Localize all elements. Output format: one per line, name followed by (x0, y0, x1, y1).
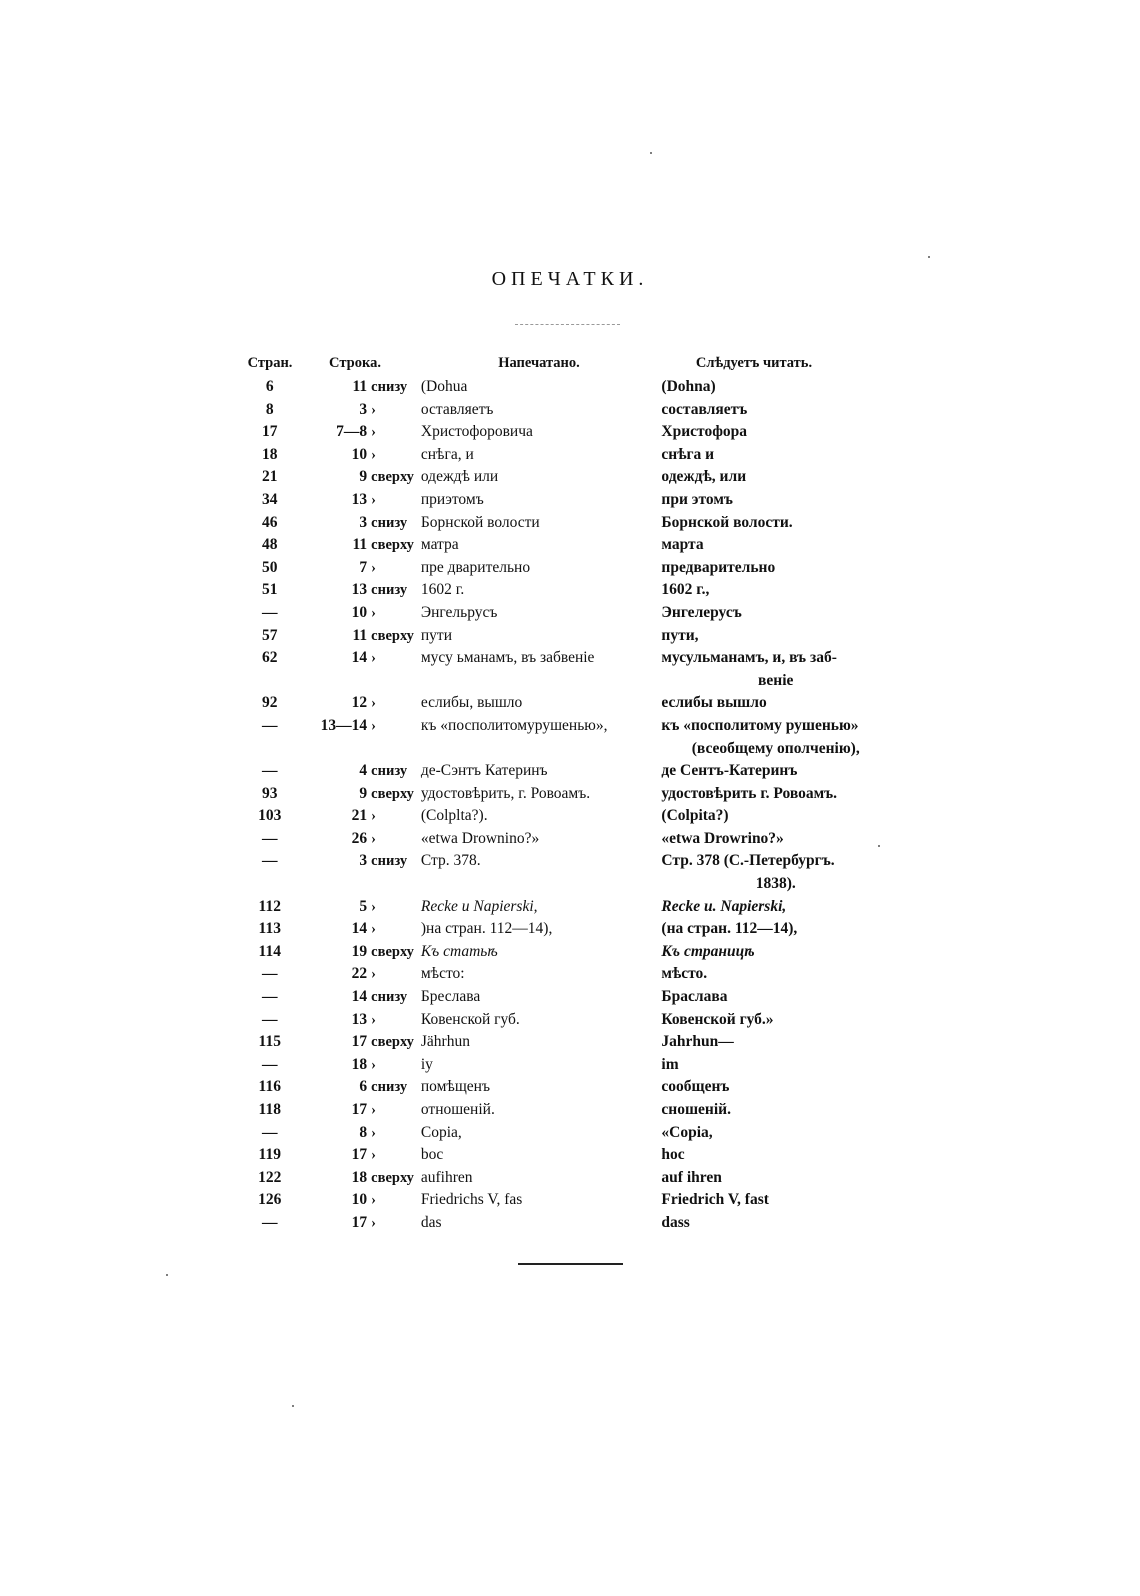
row-page: 118 (258, 1101, 281, 1118)
row-direction: › (371, 966, 377, 983)
speck (928, 256, 930, 258)
row-printed: къ «посполитомурушенью», (420, 716, 608, 734)
row-direction (371, 738, 421, 761)
closing-rule (518, 1263, 623, 1265)
row-page: — (262, 1055, 278, 1073)
speck (650, 152, 652, 154)
row-correct: Ковенской губ.» (661, 1010, 774, 1028)
row-correct: пути, (661, 626, 699, 644)
row-line: 10 (351, 1191, 368, 1209)
row-correct: im (661, 1055, 679, 1073)
errata-row (230, 489, 890, 512)
errata-header-row (230, 352, 890, 376)
row-correct: снѣга и (661, 445, 715, 463)
errata-row (230, 1009, 890, 1032)
row-page: 50 (262, 558, 278, 576)
errata-row (230, 534, 890, 557)
errata-row (230, 1122, 890, 1145)
row-printed: Къ статьѣ (420, 942, 498, 960)
row-direction: › (371, 446, 377, 463)
row-line: 11 (352, 378, 368, 395)
row-page: — (262, 988, 278, 1006)
row-correct: мѣсто. (661, 965, 708, 983)
row-page: 46 (262, 513, 278, 531)
row-page: 119 (258, 1146, 281, 1164)
row-correct: «etwa Drowrino?» (661, 829, 784, 847)
row-direction: сверху (371, 785, 414, 802)
row-printed: одеждѣ или (420, 468, 499, 486)
errata-row (230, 941, 890, 964)
row-correct: Jahrhun— (661, 1033, 734, 1051)
row-line: 13 (351, 581, 368, 599)
row-page: — (262, 829, 278, 847)
row-correct: 1838). (755, 875, 796, 893)
row-line (310, 738, 372, 761)
row-printed: еслибы, вышло (420, 694, 523, 712)
row-printed: (Dohua (420, 378, 468, 395)
row-line: 9 (359, 784, 368, 802)
row-direction: › (371, 491, 377, 508)
row-direction: › (371, 1147, 377, 1164)
row-page: 126 (258, 1191, 282, 1209)
row-page: 17 (262, 423, 278, 441)
row-printed: пре дварительно (420, 558, 531, 576)
row-printed: Бреслава (420, 988, 481, 1006)
page-title: ОПЕЧАТКИ. (491, 268, 649, 290)
row-direction: сверху (371, 469, 414, 486)
row-direction: › (371, 830, 377, 847)
row-page: 113 (258, 920, 281, 938)
errata-row (230, 1031, 890, 1054)
row-direction: снизу (371, 379, 408, 395)
row-page: — (262, 1010, 278, 1028)
row-correct: Къ страницѣ (661, 942, 755, 960)
row-correct: Энгелерусъ (661, 603, 742, 621)
row-correct: 1602 г., (661, 581, 710, 599)
errata-row (230, 670, 890, 693)
row-printed: мѣсто: (420, 965, 465, 983)
row-line: 13 (351, 490, 368, 508)
row-correct: Браслава (661, 988, 728, 1006)
row-page: 112 (258, 897, 281, 915)
errata-row (230, 828, 890, 851)
errata-row (230, 579, 890, 602)
row-direction: › (371, 650, 377, 667)
row-correct: «Copia, (661, 1123, 713, 1141)
row-printed: Стр. 378. (420, 852, 481, 870)
row-printed (421, 738, 662, 761)
errata-row (230, 783, 890, 806)
row-printed: мусу ьманамъ, въ забвеніе (420, 649, 595, 667)
errata-row (230, 692, 890, 715)
row-line: 17 (351, 1213, 368, 1231)
row-line: 3 (359, 513, 368, 531)
errata-row (230, 1144, 890, 1167)
row-direction (371, 670, 421, 693)
row-correct: сношеній. (661, 1101, 731, 1118)
row-page: 62 (262, 649, 278, 667)
errata-row (230, 1189, 890, 1212)
header-page: Стран. (247, 355, 293, 371)
header-line: Строка. (329, 355, 381, 371)
row-direction: снизу (371, 514, 408, 531)
row-printed: Христофоровича (420, 423, 533, 441)
row-correct: къ «посполитому рушенью» (661, 716, 859, 734)
row-line: 11 (352, 536, 368, 554)
row-line (310, 873, 372, 896)
row-printed: boc (420, 1146, 444, 1164)
row-direction: снизу (371, 1079, 408, 1096)
errata-row (230, 512, 890, 535)
row-printed (421, 670, 662, 693)
row-direction: › (371, 559, 377, 576)
row-line: 17 (351, 1033, 368, 1051)
row-direction: › (371, 1102, 377, 1118)
row-printed: снѣга, и (420, 445, 474, 463)
row-printed: (Colplta?). (420, 807, 488, 825)
errata-row (230, 1099, 890, 1122)
row-correct: марта (661, 536, 704, 554)
row-line: 21 (351, 807, 368, 825)
row-printed: Борнской волости (420, 513, 540, 531)
row-correct: (на стран. 112—14), (661, 920, 798, 938)
row-direction: › (371, 1056, 377, 1073)
row-printed: Recke u Napierski, (420, 897, 538, 915)
errata-row (230, 986, 890, 1009)
row-direction: сверху (371, 627, 414, 644)
errata-row (230, 963, 890, 986)
row-correct: мусульманамъ, и, въ заб- (661, 649, 837, 667)
row-correct: де Сентъ-Катеринъ (661, 762, 798, 780)
row-line: 9 (359, 468, 368, 486)
row-page: 51 (262, 581, 278, 599)
row-printed (421, 873, 662, 896)
errata-row (230, 376, 890, 399)
row-page: 93 (262, 784, 278, 802)
row-direction: › (371, 424, 377, 441)
row-direction: сверху (371, 537, 414, 554)
row-page (230, 738, 310, 761)
row-correct: составляетъ (661, 400, 748, 418)
row-correct: (Colpita?) (661, 807, 729, 825)
row-page: 34 (262, 490, 278, 508)
row-line: 10 (351, 603, 368, 621)
row-printed: отношеній. (420, 1101, 495, 1118)
row-page: — (262, 965, 278, 983)
errata-row (230, 647, 890, 670)
errata-row (230, 1054, 890, 1077)
row-direction: снизу (371, 582, 408, 599)
row-direction: › (371, 1124, 377, 1141)
row-printed: удостовѣрить, г. Ровоамъ. (420, 784, 591, 802)
errata-row (230, 1167, 890, 1190)
row-printed: 1602 г. (420, 581, 465, 599)
row-correct: при этомъ (661, 490, 733, 508)
errata-table (230, 352, 890, 1235)
row-correct: веніе (758, 671, 794, 689)
errata-row (230, 738, 890, 761)
row-direction: снизу (371, 763, 408, 780)
row-direction: › (371, 921, 377, 938)
row-line: 4 (359, 762, 368, 780)
row-printed: Ковенской губ. (420, 1010, 520, 1028)
row-direction: › (371, 898, 377, 915)
row-page (230, 873, 310, 896)
row-line: 6 (359, 1078, 368, 1096)
errata-row (230, 760, 890, 783)
row-page: — (262, 1123, 278, 1141)
row-line: 13 (351, 1010, 368, 1028)
row-printed: )на стран. 112—14), (420, 920, 553, 938)
errata-row (230, 1076, 890, 1099)
errata-row (230, 557, 890, 580)
row-line: 10 (351, 445, 368, 463)
row-line: 19 (351, 942, 368, 960)
row-page: — (262, 852, 278, 870)
row-correct: Friedrich V, fast (661, 1191, 769, 1209)
row-line: 17 (351, 1101, 368, 1118)
row-correct: одеждѣ, или (661, 468, 747, 486)
row-page: — (262, 762, 278, 780)
row-page: 21 (262, 468, 278, 486)
row-correct: удостовѣрить г. Ровоамъ. (661, 784, 838, 802)
speck (166, 1274, 168, 1276)
row-line: 12 (351, 694, 368, 712)
row-correct: еслибы вышло (661, 694, 767, 712)
row-direction: › (371, 717, 377, 734)
row-correct: Стр. 378 (С.-Петербургъ. (661, 852, 835, 870)
row-page: 114 (258, 942, 281, 960)
header-printed: Напечатано. (498, 355, 580, 371)
row-direction: › (371, 695, 377, 712)
row-direction: › (371, 604, 377, 621)
row-line: 17 (351, 1146, 368, 1164)
row-line: 14 (351, 649, 368, 667)
row-line: 3 (359, 400, 368, 418)
row-page: 18 (262, 445, 278, 463)
row-correct: Recke u. Napierski, (661, 897, 787, 915)
errata-row (230, 1212, 890, 1235)
row-printed: де-Сэнтъ Катеринъ (420, 762, 548, 780)
errata-row (230, 444, 890, 467)
row-printed: Copia, (420, 1123, 462, 1141)
row-line (310, 670, 372, 693)
row-correct: сообщенъ (661, 1078, 730, 1096)
row-direction: › (371, 808, 377, 825)
row-direction: › (371, 401, 377, 418)
row-line: 7 (359, 558, 368, 576)
row-printed: Энгельрусъ (420, 603, 498, 621)
row-printed: das (420, 1213, 442, 1231)
row-line: 7—8 (336, 423, 368, 441)
row-page: 115 (258, 1033, 281, 1051)
row-page: — (262, 603, 278, 621)
row-printed: помѣщенъ (420, 1078, 490, 1096)
row-page: 92 (262, 694, 278, 712)
row-printed: iy (420, 1055, 433, 1073)
row-direction: сверху (371, 1034, 414, 1051)
row-correct: Христофора (661, 423, 748, 441)
errata-row (230, 873, 890, 896)
row-line: 13—14 (320, 716, 368, 734)
row-printed: матра (420, 536, 459, 554)
row-direction: снизу (371, 989, 408, 1006)
row-direction (371, 873, 421, 896)
speck (878, 845, 880, 847)
errata-row (230, 602, 890, 625)
row-printed: Jährhun (420, 1033, 470, 1051)
row-line: 14 (351, 920, 368, 938)
row-page: 57 (262, 626, 278, 644)
row-correct: hoc (661, 1146, 685, 1164)
row-line: 5 (359, 897, 368, 915)
errata-row (230, 466, 890, 489)
row-page (230, 670, 310, 693)
errata-rows (230, 376, 890, 1235)
row-printed: оставляетъ (420, 400, 494, 418)
errata-row (230, 918, 890, 941)
row-line: 14 (351, 988, 368, 1006)
row-direction: › (371, 1214, 377, 1231)
row-printed: «etwa Drownino?» (420, 829, 540, 847)
row-correct: auf ihren (661, 1168, 722, 1186)
errata-row (230, 399, 890, 422)
header-correct: Слѣдуетъ читать. (695, 355, 813, 371)
title-separator (515, 324, 620, 325)
row-correct: (всеобщему ополченію), (691, 739, 860, 757)
errata-row (230, 625, 890, 648)
row-line: 3 (359, 852, 368, 870)
row-page: 48 (262, 536, 278, 554)
row-direction: сверху (371, 1169, 414, 1186)
row-direction: снизу (371, 853, 408, 870)
row-line: 18 (351, 1055, 368, 1073)
errata-row (230, 805, 890, 828)
row-page: 116 (258, 1078, 281, 1096)
row-correct: Борнской волости. (661, 513, 793, 531)
errata-row (230, 421, 890, 444)
row-line: 22 (351, 965, 368, 983)
row-page: — (262, 1213, 278, 1231)
row-page: — (262, 716, 278, 734)
row-correct: (Dohna) (661, 378, 716, 395)
row-direction: › (371, 1192, 377, 1209)
errata-row (230, 896, 890, 919)
row-printed: Friedrichs V, fas (420, 1191, 523, 1209)
row-page: 122 (258, 1168, 282, 1186)
row-page: 6 (265, 378, 274, 395)
row-printed: приэтомъ (420, 490, 484, 508)
row-direction: сверху (371, 943, 414, 960)
row-line: 18 (351, 1168, 368, 1186)
row-direction: › (371, 1011, 377, 1028)
errata-row (230, 850, 890, 873)
row-line: 26 (351, 829, 368, 847)
row-printed: aufihren (420, 1168, 473, 1186)
row-line: 8 (359, 1123, 368, 1141)
row-correct: предварительно (661, 558, 776, 576)
row-page: 8 (265, 400, 274, 418)
row-line: 11 (352, 626, 368, 644)
row-correct: dass (661, 1213, 690, 1231)
row-printed: пути (420, 626, 452, 644)
row-page: 103 (258, 807, 282, 825)
speck (292, 1405, 294, 1407)
errata-row (230, 715, 890, 738)
